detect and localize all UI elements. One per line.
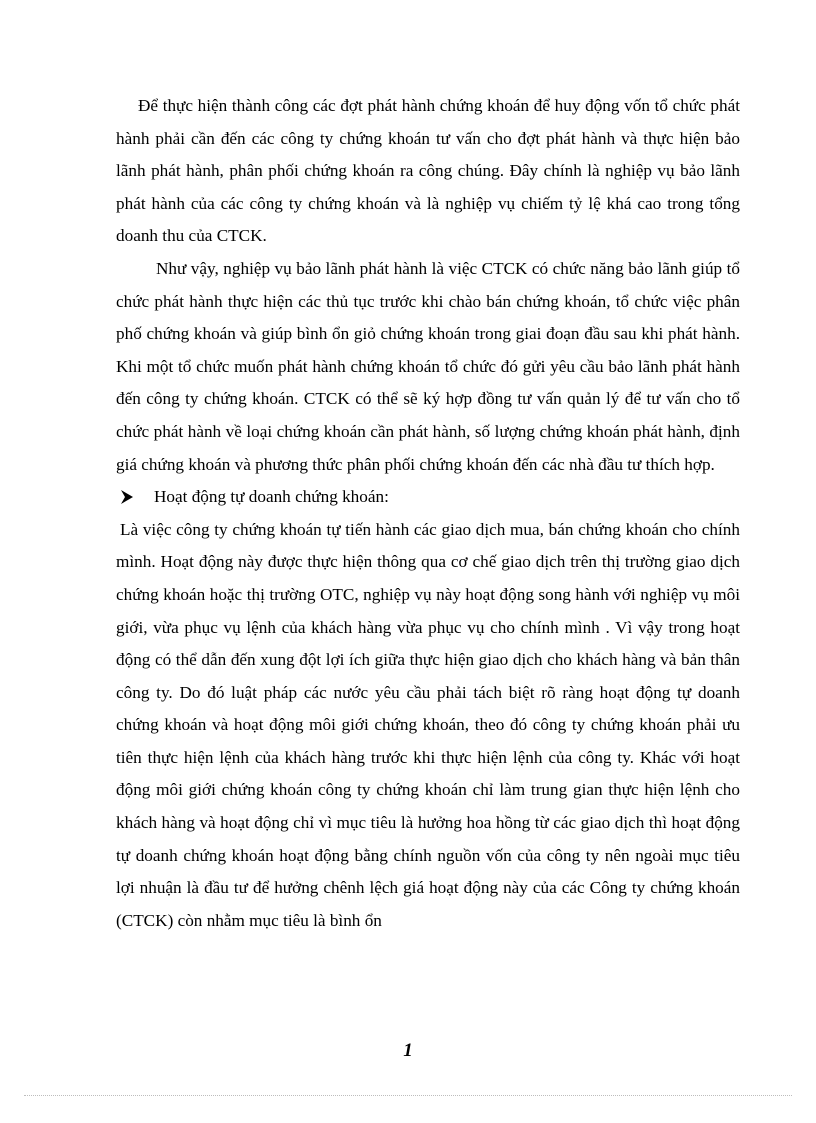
paragraph-underwriting-intro: Để thực hiện thành công các đợt phát hành chứng khoán để huy động vốn tổ chức phát hành phải cần đến các công ty chứng khoán tư vấn cho đợt phát hành và thực hiện bảo lãnh phát hành, phân phối chứng khoán ra công chúng. Đây chính là nghiệp vụ bảo lãnh phát hành của các công ty chứng khoán và là nghiệp vụ chiếm tỷ lệ khá cao trong tổng doanh thu của CTCK.	[116, 96, 740, 246]
arrow-bullet-icon	[120, 489, 134, 505]
document-body	[116, 90, 740, 937]
bullet-item-proprietary-trading	[116, 481, 740, 514]
page-number: 1	[403, 1040, 413, 1061]
paragraph-proprietary-trading: Là việc công ty chứng khoán tự tiến hành các giao dịch mua, bán chứng khoán cho chính mình. Hoạt động này được thực hiện thông qua cơ chế giao dịch trên thị trường giao dịch chứng khoán hoặc thị trường OTC, nghiệp vụ này hoạt động song hành với nghiệp vụ môi giới, vừa phục vụ lệnh của khách hàng vừa phục vụ cho chính mình . Vì vậy trong hoạt động có thể dẫn đến xung đột lợi ích giữa thực hiện giao dịch cho khách hàng và bản thân công ty. Do đó luật pháp các nước yêu cầu phải tách biệt rõ ràng hoạt động tự doanh chứng khoán và hoạt động môi giới chứng khoán, theo đó công ty chứng khoán phải ưu tiên thực hiện lệnh của khách hàng trước khi thực hiện lệnh của công ty. Khác với hoạt động môi giới chứng khoán công ty chứng khoán chỉ làm trung gian thực hiện lệnh cho khách hàng và hoạt động chỉ vì mục tiêu là hưởng hoa hồng từ các giao dịch thì hoạt động tự doanh chứng khoán hoạt động bằng chính nguồn vốn của công ty nên ngoài mục tiêu lợi nhuận là đầu tư để hưởng chênh lệch giá hoạt động này của các Công ty chứng khoán (CTCK) còn nhằm mục tiêu là bình ổn	[116, 519, 740, 930]
paragraph-underwriting-definition: Như vậy, nghiệp vụ bảo lãnh phát hành là việc CTCK có chức năng bảo lãnh giúp tổ chức phát hành thực hiện các thủ tục trước khi chào bán chứng khoán, tổ chức việc phân phố chứng khoán và giúp bình ổn giỏ chứng khoán trong giai đoạn đầu sau khi phát hành. Khi một tổ chức muốn phát hành chứng khoán tổ chức đó gửi yêu cầu bảo lãnh phát hành đến công ty chứng khoán. CTCK có thể sẽ ký hợp đồng tư vấn quản lý để tư vấn cho tổ chức phát hành về loại chứng khoán cần phát hành, số lượng chứng khoán phát hành, định giá chứng khoán và phương thức phân phối chứng khoán đến các nhà đầu tư thích hợp.	[116, 258, 740, 474]
bullet-item-label: Hoạt động tự doanh chứng khoán:	[154, 487, 389, 507]
footer-divider	[24, 1095, 792, 1096]
